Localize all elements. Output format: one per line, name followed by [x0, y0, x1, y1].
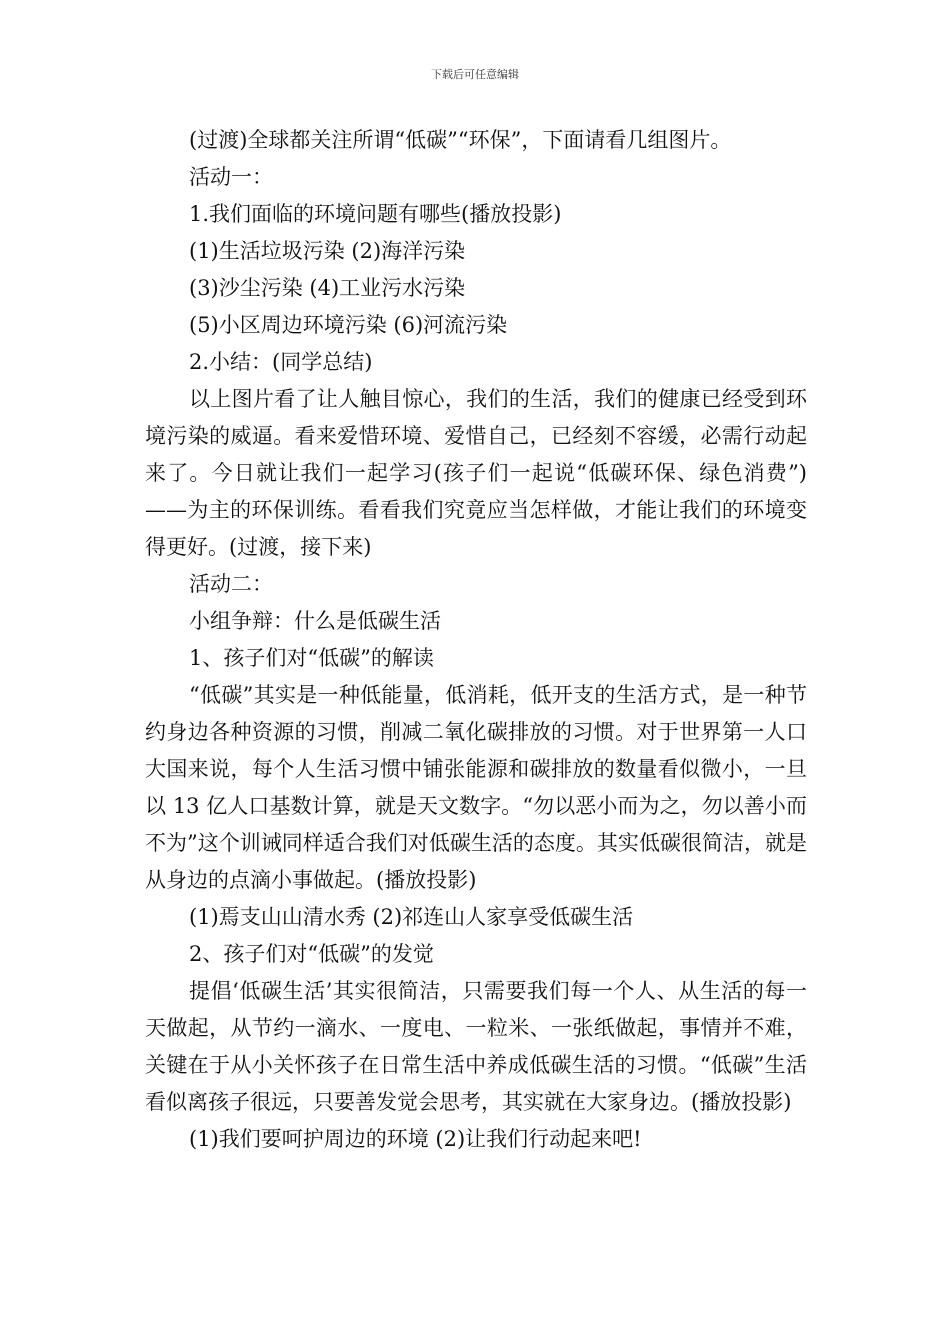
text-line: 2、孩子们对“低碳”的发觉	[189, 942, 434, 966]
document-body	[145, 122, 807, 1158]
text-line: 1.我们面临的环境问题有哪些(播放投影)	[189, 202, 562, 226]
paragraph: “低碳”其实是一种低能量，低消耗，低开支的生活方式，是一种节约身边各种资源的习惯，削减二氧化碳排放的习惯。对于世界第一人口大国来说，每个人生活习惯中铺张能源和碳排放的数量看似微小，一旦以 13 亿人口基数计算，就是天文数字。“勿以恶小而为之，勿以善小而不为”这个训诫同样适合我们对低碳生活的态度。其实低碳很简洁，就是从身边的点滴小事做起。(播放投影)	[145, 683, 807, 892]
page-header: 下载后可任意编辑	[431, 68, 519, 81]
list-item: (1)我们要呵护周边的环境 (2)让我们行动起来吧!	[189, 1127, 642, 1151]
text-line: 1、孩子们对“低碳”的解读	[189, 646, 434, 670]
list-item: (5)小区周边环境污染 (6)河流污染	[189, 313, 508, 337]
list-item: (1)焉支山山清水秀 (2)祁连山人家享受低碳生活	[189, 905, 634, 929]
text-line: (过渡)全球都关注所谓“低碳”“环保”，下面请看几组图片。	[189, 128, 732, 152]
section-heading: 活动二：	[189, 572, 273, 596]
list-item: (1)生活垃圾污染 (2)海洋污染	[189, 239, 466, 263]
text-line: 2.小结：(同学总结)	[189, 350, 373, 374]
paragraph: 提倡‘低碳生活’其实很简洁，只需要我们每一个人、从生活的每一天做起，从节约一滴水、一度电、一粒米、一张纸做起，事情并不难，关键在于从小关怀孩子在日常生活中养成低碳生活的习惯。“低碳”生活看似离孩子很远，只要善发觉会思考，其实就在大家身边。(播放投影)	[145, 979, 807, 1114]
section-heading: 活动一：	[189, 165, 273, 189]
text-line: 小组争辩：什么是低碳生活	[189, 609, 441, 633]
list-item: (3)沙尘污染 (4)工业污水污染	[189, 276, 466, 300]
paragraph: 以上图片看了让人触目惊心，我们的生活，我们的健康已经受到环境污染的威逼。看来爱惜环境、爱惜自己，已经刻不容缓，必需行动起来了。今日就让我们一起学习(孩子们一起说“低碳环保、绿色消费”)——为主的环保训练。看看我们究竟应当怎样做，才能让我们的环境变得更好。(过渡，接下来)	[145, 387, 807, 559]
